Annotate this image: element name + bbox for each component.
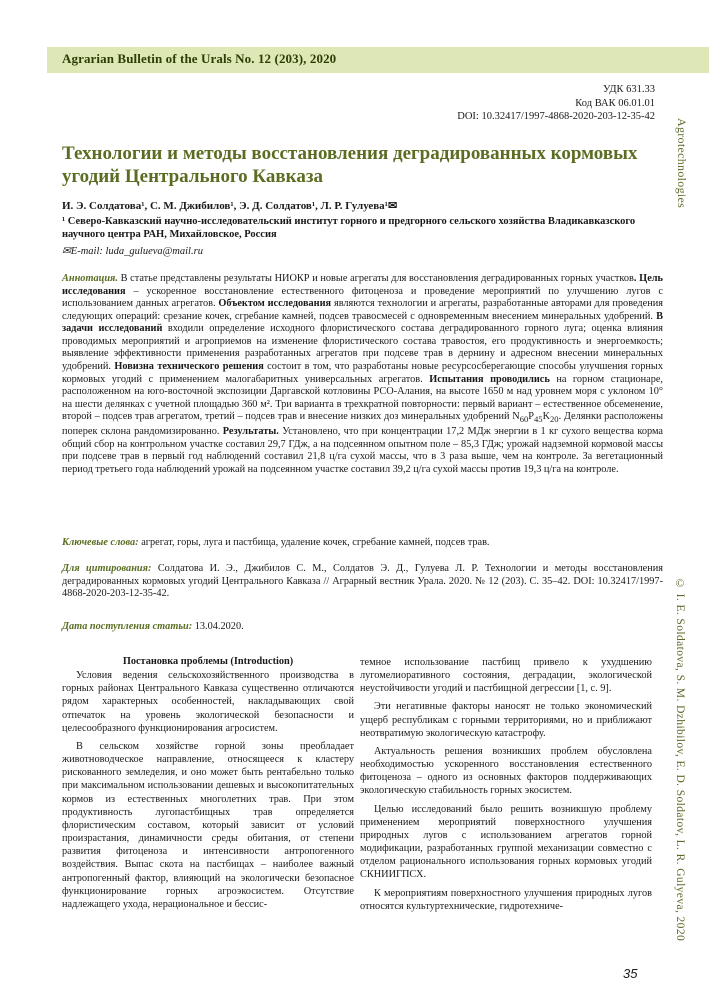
affiliation: ¹ Северо-Кавказский научно-исследовательский институт горного и предгорного сельского хозяйства Владикавказского научного центра РАН, Михайловское, Россия [62, 216, 636, 240]
paragraph: Целью исследований было решить возникшую проблему применением мероприятий поверхностного улучшения природных лугов с использованием агрегатов горной модификации, разработанных группой механизации совместно с отделом рационального использования горных кормовых угодий СКНИИГПСХ. [360, 803, 652, 881]
abstract-text: входили определение исходного флористического состава деградированного горного луга; оценка влияния проводимых мероприятий и агроприемов на изменение флористического состава травостоя, его продуктивность и энергоемкость; выявление эффективности применения разработанных агрегатов при подсеве трав в дернину и адресном внесении минеральных удобрений. [62, 323, 663, 373]
abstract-text: Установлено, что при концентрации 17,2 МДж энергии в 1 кг сухого вещества корма общий сбор на контрольном участке составил 29,7 ГДж, а на подсеянном опытном поле – 85,3 ГДж; урожай надземной кормовой массы при подсеве трав в первый год наблюдений составил 21,8 ц/га сухой массы, что в 3 раза выше, чем на контроле. За вегетационный период третьего года наблюдений урожай на подсеянном участке составил 39,2 ц/га сухой массы против 19,3 ц/га на контроле. [62, 425, 663, 475]
abstract-text: В статье представлены результаты НИОКР и новые агрегаты для восстановления деградированных горных участков [117, 273, 634, 284]
vak-code: Код ВАК 06.01.01 [575, 97, 655, 109]
copyright-line: © I. E. Soldatova, S. M. Dzhibilov, E. D. Soldatov, L. R. Gulyeva, 2020 [674, 578, 686, 942]
novelty-label: Новизна технического решения [114, 361, 264, 373]
journal-title: Agrarian Bulletin of the Urals No. 12 (203), 2020 [62, 51, 337, 66]
object-label: Объектом исследования [218, 298, 332, 310]
keywords-label: Ключевые слова: [62, 537, 139, 548]
paragraph: Эти негативные факторы наносят не только экономический ущерб республикам с горными территориями, но и приближают неотвратимую экологическую катастрофу. [360, 701, 652, 739]
section-label: Agrotechnologies [675, 118, 689, 209]
udk-code: УДК 631.33 [602, 84, 655, 95]
k-subscript: 20 [550, 414, 559, 425]
abstract-text: – ускоренное восстановление естественного фитоценоза и проведение мероприятий по улучшению лугов с использованием данных агрегатов. [62, 285, 663, 310]
abstract-text: состоит в том, что разработаны новые ресурсосберегающие способы улучшения горных кормовых угодий с применением малогабаритных универсальных агрегатов. [62, 361, 663, 385]
paragraph: К мероприятиям поверхностного улучшения природных лугов относятся культуртехнические, гидротехниче- [360, 887, 652, 912]
abstract-label: Аннотация. [62, 273, 118, 284]
page-number: 35 [623, 966, 638, 981]
keywords-text: агрегат, горы, луга и пастбища, удаление кочек, сгребание камней, подсев трав. [138, 537, 490, 548]
author-email[interactable]: ✉E-mail: luda_gulueva@mail.ru [62, 246, 203, 257]
authors: И. Э. Солдатова¹, С. М. Джибилов¹, Э. Д. Солдатов¹, Л. Р. Гулуева¹✉ [62, 200, 398, 212]
paragraph: Актуальность решения возникших проблем обусловлена необходимостью ускоренного восстановления естественного фитоценоза – одного из основных факторов поддерживающих экологическую стабильность горных экосистем. [360, 745, 652, 797]
article-meta [457, 83, 655, 124]
abstract-text: . Делянки расположены поперек склона рандомизированно. [62, 411, 663, 437]
paragraph: В сельском хозяйстве горной зоны преобладает животноводческое направление, относящееся к кластеру рискованного земледелия, и оно может быть рентабельно только при максимальном использовании дешевых и высокопитательных кормов из естественных многолетних трав. При этом продуктивность лугопастбищных трав определяется флористическим составом, который зависит от условий произрастания, динамичности среды обитания, от степени развития фитоценоза и интенсивности антропогенного воздействия. Выпас скота на пастбищах – наиболее важный антропогенный фактор, влияющий на экологически безопасное функционирование горных агроэкосистем. Отсутствие надлежащего ухода, нерациональное и бессис- [62, 740, 354, 910]
doi[interactable]: DOI: 10.32417/1997-4868-2020-203-12-35-42 [457, 111, 655, 123]
article-title: Технологии и методы восстановления деградированных кормовых угодий Центрального Кавказа [62, 143, 638, 187]
goal-label: Цель исследования [62, 273, 663, 297]
p-subscript: 45 [534, 414, 543, 425]
received-value: 13.04.2020. [192, 621, 244, 632]
abstract-dot: . [633, 273, 637, 284]
body-column-left [62, 655, 354, 911]
paragraph: темное использование пастбищ привело к ухудшению лугомелиоративного состояния, деградации, экологической неустойчивости угодий и пастбищной дегрессии [1, с. 9]. [360, 657, 652, 695]
n-subscript: 60 [519, 414, 529, 425]
tests-label: Испытания проводились [429, 373, 550, 385]
abstract [62, 273, 663, 476]
citation [62, 563, 663, 601]
citation-label: Для цитирования: [62, 563, 152, 574]
k-letter: K [542, 411, 551, 423]
received-date [62, 621, 244, 632]
p-letter: P [528, 411, 534, 423]
body-column-right [360, 656, 652, 913]
tasks-label: В задачи исследований [62, 310, 663, 335]
citation-text: Солдатова И. Э., Джибилов С. М., Солдатов Э. Д., Гулуева Л. Р. Технологии и методы восстановления деградированных кормовых угодий Центрального Кавказа // Аграрный вестник Урала. 2020. № 12 (203). С. 35–42. DOI: 10.32417/1997-4868-2020-203-12-35-42. [62, 563, 663, 600]
received-label: Дата поступления статьи: [62, 621, 193, 632]
keywords [62, 537, 663, 548]
results-label: Результаты. [222, 425, 279, 437]
section-heading: Постановка проблемы (Introduction) [122, 656, 294, 667]
paragraph: Условия ведения сельскохозяйственного производства в горных районах Центрального Кавказа существенно отличаются рядом характерных особенностей, накладывающих свой отпечаток на уровень экологической безопасности и целесообразного функционирования агросистем. [62, 670, 354, 734]
abstract-text: являются технологии и агрегаты, разработанные авторами для проведения следующих операций: срезание кочек, сгребание камней, подсев травосмесей с одновременным внесением минеральных удобрений. [62, 298, 664, 322]
abstract-text: на горном стационаре, расположенном на юго-восточной экспозиции Даргавской котловины РСО-Алания, на высоте 1650 м над уровнем моря с уклоном 10° на шести делянках с учетной площадью 360 м². Три варианта в трехкратной повторности: первый вариант – естественное обсеменение, второй – подсев трав агрегатом, третий – подсев трав и внесение низких доз минеральных удобрений N [62, 373, 663, 423]
